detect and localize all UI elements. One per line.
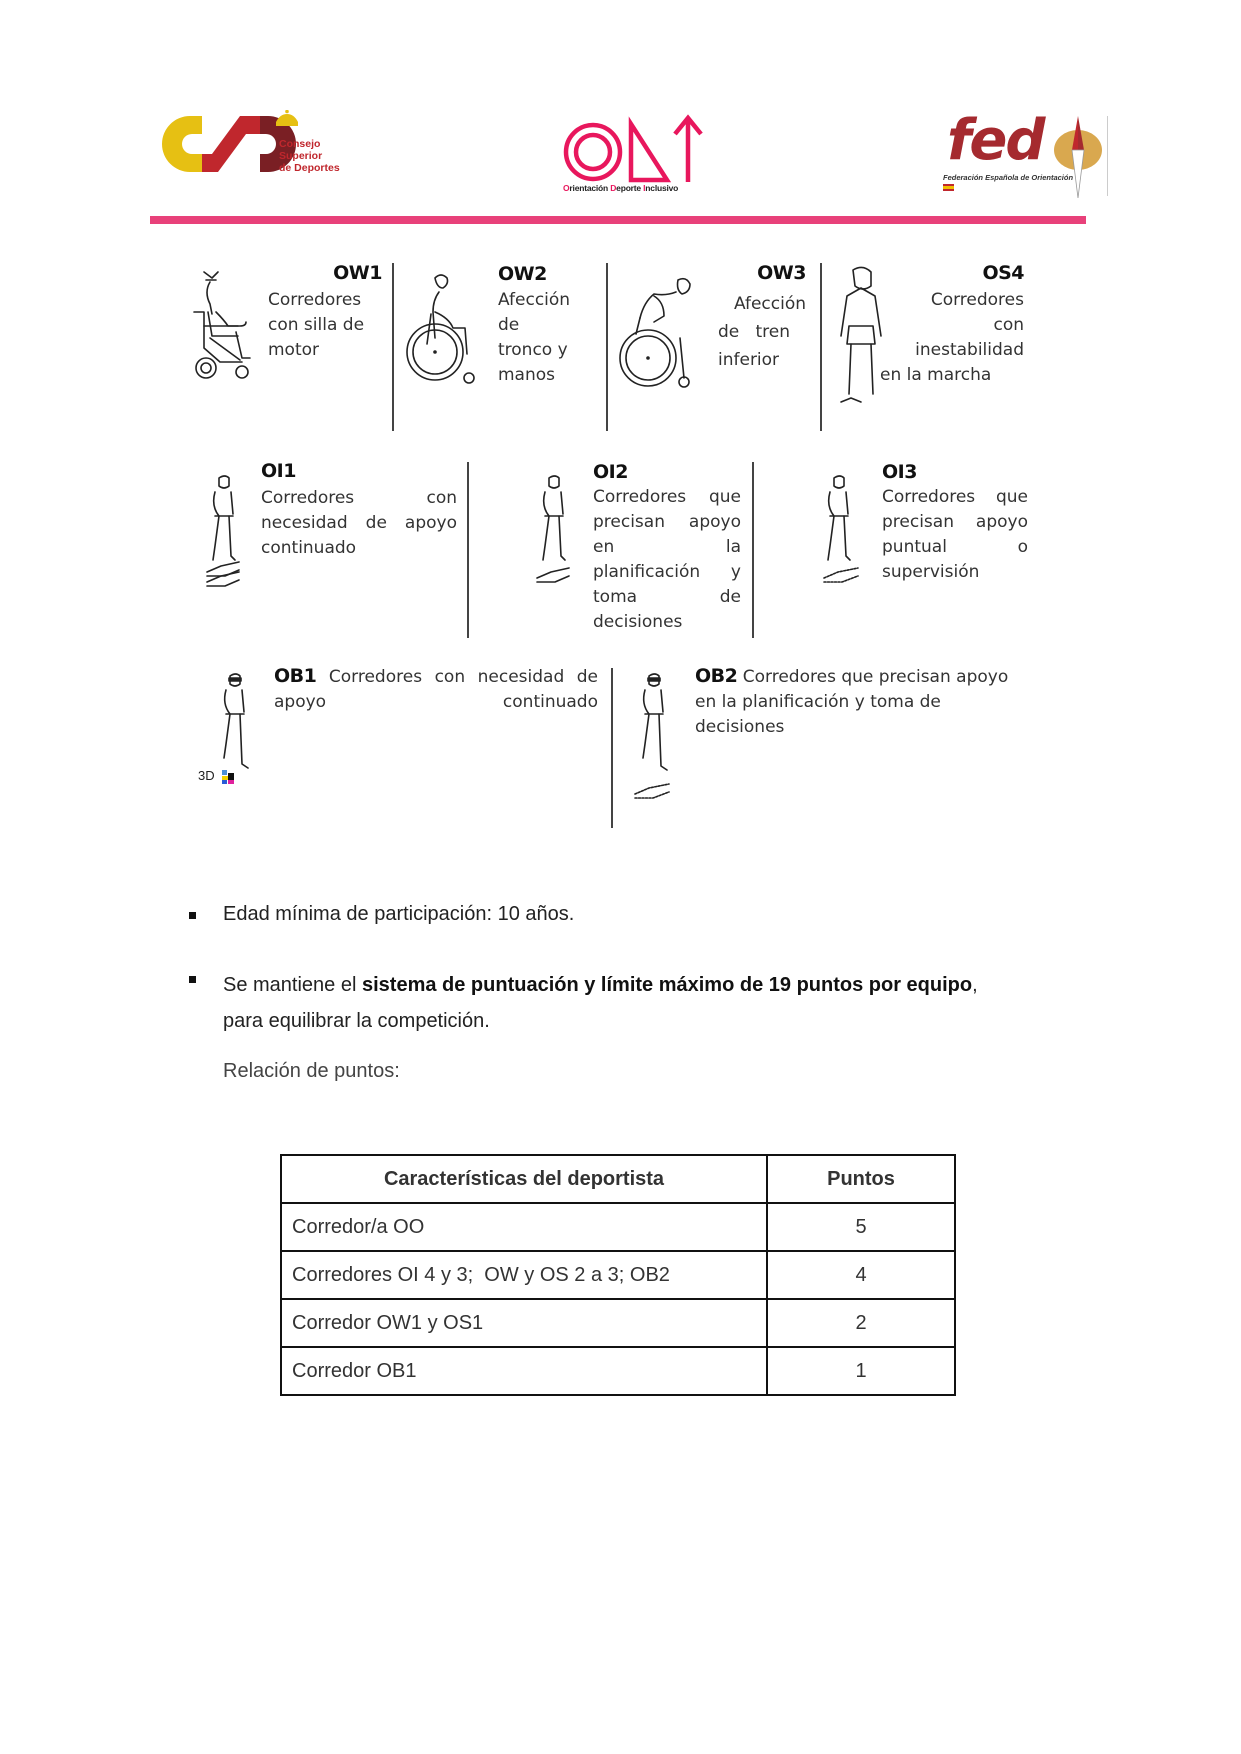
scoring-text bbox=[223, 967, 1043, 1039]
fedo-divider bbox=[1107, 116, 1108, 196]
desc-line: Corredores con bbox=[261, 488, 457, 508]
desc-line: con bbox=[993, 315, 1024, 335]
category-ob1 bbox=[198, 664, 600, 794]
scoring-text-post: , bbox=[972, 974, 978, 996]
scoring-text-line2: para equilibrar la competición. bbox=[223, 1010, 490, 1032]
desc-line: Corredores que bbox=[882, 487, 1028, 507]
desc-line: toma de bbox=[593, 587, 741, 607]
scoring-text-pre: Se mantiene el bbox=[223, 974, 362, 996]
odi-word-3: nclusivo bbox=[645, 183, 679, 193]
csd-line-3: de Deportes bbox=[279, 162, 340, 174]
category-oi3 bbox=[820, 458, 1030, 638]
table-row bbox=[281, 1251, 955, 1299]
spain-flag-icon bbox=[943, 184, 954, 191]
sport-wheelchair-icon bbox=[618, 272, 698, 390]
desc-line: Afección bbox=[498, 290, 571, 310]
category-ow3 bbox=[618, 262, 808, 432]
odi-word-2: eporte bbox=[616, 183, 644, 193]
csd-line-1: Consejo bbox=[279, 138, 321, 150]
odi-initial-i: I bbox=[643, 183, 646, 193]
category-oi2 bbox=[535, 458, 745, 638]
row-points: 1 bbox=[767, 1347, 955, 1395]
badge-3d: 3D bbox=[198, 768, 215, 783]
table-row bbox=[281, 1299, 955, 1347]
category-description bbox=[880, 288, 1024, 388]
blindfolded-runner-guided-icon bbox=[633, 670, 673, 814]
desc-line: Corredores que bbox=[593, 487, 741, 507]
desc-text: Corredores con necesidad de apoyo continuado bbox=[274, 667, 599, 712]
category-ob2 bbox=[625, 664, 1030, 814]
table-row bbox=[281, 1347, 955, 1395]
divider bbox=[606, 263, 608, 431]
category-code: OS4 bbox=[982, 262, 1024, 284]
manual-wheelchair-icon bbox=[405, 268, 480, 388]
category-description bbox=[261, 486, 457, 561]
category-description bbox=[268, 288, 382, 363]
row-description: Corredor/a OO bbox=[281, 1203, 767, 1251]
runner-guided-icon bbox=[535, 472, 575, 592]
bullet-icon bbox=[189, 976, 196, 983]
scoring-text-bold: sistema de puntuación y límite máximo de 19 puntos por equipo bbox=[361, 974, 973, 996]
desc-line: Corredores bbox=[930, 290, 1024, 310]
category-oi1 bbox=[205, 458, 460, 638]
odi-initial-d: D bbox=[610, 183, 617, 193]
desc-line: necesidad de apoyo bbox=[261, 513, 457, 533]
desc-line: Afección bbox=[733, 294, 806, 314]
desc-line: Corredores bbox=[268, 290, 362, 310]
desc-line: puntual o bbox=[882, 537, 1028, 557]
desc-line: supervisión bbox=[882, 562, 980, 582]
desc-line: precisan apoyo bbox=[593, 512, 741, 532]
desc-line: de tren bbox=[718, 322, 790, 342]
badge-3d-squares-icon bbox=[222, 770, 234, 784]
desc-line: de bbox=[498, 315, 520, 335]
category-code: OW3 bbox=[757, 262, 806, 284]
row-points: 2 bbox=[767, 1299, 955, 1347]
category-description bbox=[718, 290, 806, 374]
points-relation-label: Relación de puntos: bbox=[223, 1060, 400, 1082]
desc-line: en la bbox=[593, 537, 741, 557]
desc-line: precisan apoyo bbox=[882, 512, 1028, 532]
divider bbox=[820, 263, 822, 431]
divider bbox=[611, 668, 613, 828]
category-description bbox=[882, 460, 1028, 585]
points-table bbox=[280, 1154, 956, 1396]
desc-line: decisiones bbox=[593, 612, 683, 632]
power-wheelchair-icon bbox=[190, 268, 262, 386]
category-code: OW1 bbox=[333, 262, 382, 284]
desc-line: tronco y bbox=[498, 340, 568, 360]
column-header-points: Puntos bbox=[767, 1155, 955, 1203]
row-description: Corredores OI 4 y 3; OW y OS 2 a 3; OB2 bbox=[281, 1251, 767, 1299]
column-header-characteristics: Características del deportista bbox=[281, 1155, 767, 1203]
row-description: Corredor OB1 bbox=[281, 1347, 767, 1395]
category-description bbox=[498, 262, 593, 388]
category-code: OI3 bbox=[882, 461, 917, 483]
row-description: Corredor OW1 y OS1 bbox=[281, 1299, 767, 1347]
csd-line-2: Superior bbox=[279, 150, 323, 162]
desc-line: inferior bbox=[718, 350, 780, 370]
odi-initial-o: O bbox=[563, 183, 570, 193]
category-os4 bbox=[832, 262, 1027, 432]
odi-logo-icon bbox=[563, 112, 703, 194]
category-ow1 bbox=[190, 262, 385, 432]
desc-line: con silla de bbox=[268, 315, 365, 335]
desc-text: Corredores que precisan apoyo en la planificación y toma de decisiones bbox=[695, 667, 1009, 737]
desc-line: motor bbox=[268, 340, 320, 360]
desc-line: inestabilidad bbox=[915, 340, 1024, 360]
divider bbox=[467, 462, 469, 638]
category-code: OB1 bbox=[274, 665, 317, 687]
row-points: 5 bbox=[767, 1203, 955, 1251]
desc-line: manos bbox=[498, 365, 556, 385]
category-description bbox=[274, 664, 598, 715]
category-code: OB2 bbox=[695, 665, 738, 687]
min-age-text: Edad mínima de participación: 10 años. bbox=[223, 903, 575, 925]
fedo-wordmark: fed bbox=[947, 108, 1044, 173]
page-header bbox=[0, 0, 1241, 230]
walking-person-icon bbox=[837, 266, 885, 406]
desc-line: planificación y bbox=[593, 562, 741, 582]
category-code: OW2 bbox=[498, 263, 547, 285]
odi-caption bbox=[563, 183, 678, 193]
category-description bbox=[593, 460, 741, 635]
row-points: 4 bbox=[767, 1251, 955, 1299]
csd-name bbox=[279, 138, 340, 174]
desc-first-line bbox=[274, 664, 598, 715]
table-header-row bbox=[281, 1155, 955, 1203]
bullet-icon bbox=[189, 912, 196, 919]
category-description bbox=[695, 664, 1028, 740]
desc-line: en la marcha bbox=[880, 365, 992, 385]
odi-word-1: rientación bbox=[569, 183, 611, 193]
compass-needle-icon bbox=[1048, 116, 1108, 198]
runner-supported-icon bbox=[205, 472, 245, 598]
divider bbox=[752, 462, 754, 638]
category-code: OI1 bbox=[261, 460, 296, 482]
fedo-caption: Federación Española de Orientación bbox=[943, 173, 1074, 182]
header-rule bbox=[150, 216, 1086, 224]
runner-supervised-icon bbox=[820, 472, 864, 592]
desc-line: continuado bbox=[261, 538, 357, 558]
category-ow2 bbox=[405, 262, 595, 432]
divider bbox=[392, 263, 394, 431]
table-row bbox=[281, 1203, 955, 1251]
category-code: OI2 bbox=[593, 461, 628, 483]
